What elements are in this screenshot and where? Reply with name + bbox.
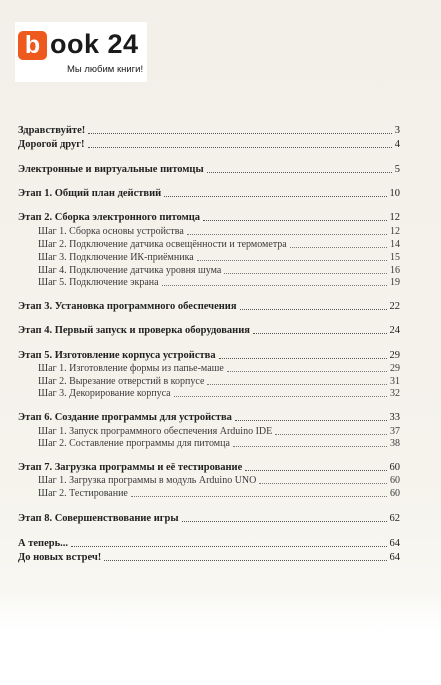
toc-entry <box>18 349 400 362</box>
dot-leader <box>240 309 387 310</box>
toc-entry-page: 4 <box>394 139 400 150</box>
toc-entry-title: Шаг 2. Тестирование <box>38 488 128 499</box>
toc-entry-page: 60 <box>390 488 400 499</box>
toc-entry-page: 29 <box>390 363 400 374</box>
toc-entry-title: Шаг 3. Подключение ИК-приёмника <box>38 252 194 263</box>
logo-slogan: Мы любим книги! <box>67 64 144 75</box>
toc-entry-title: Шаг 2. Вырезание отверстий в корпусе <box>38 376 205 387</box>
toc-entry-page: 60 <box>389 462 400 473</box>
dot-leader <box>197 260 387 261</box>
toc-entry-title: Шаг 4. Подключение датчика уровня шума <box>38 265 222 276</box>
toc-subentry <box>38 474 400 487</box>
toc-subentry <box>38 362 400 375</box>
toc-entry-title: Шаг 1. Изготовление формы из папье-маше <box>38 363 224 374</box>
toc-entry-page: 12 <box>390 226 400 237</box>
logo-badge: b <box>18 31 47 60</box>
toc-entry-title: Этап 6. Создание программы для устройства <box>18 412 232 423</box>
toc-entry-page: 3 <box>394 125 400 136</box>
toc-entry <box>18 537 400 550</box>
dot-leader <box>174 396 387 397</box>
toc-entry-page: 38 <box>390 438 400 449</box>
toc-entry <box>18 461 400 474</box>
toc-entry <box>18 187 400 200</box>
dot-leader <box>88 147 392 148</box>
toc-entry-page: 29 <box>389 350 400 361</box>
toc-entry-title: Шаг 1. Сборка основы устройства <box>38 226 184 237</box>
toc-subentry <box>38 387 400 400</box>
toc-entry-title: Шаг 2. Подключение датчика освещённости и термометра <box>38 239 287 250</box>
toc-entry-title: Шаг 1. Запуск программного обеспечения Arduino IDE <box>38 426 273 437</box>
toc-entry <box>18 324 400 337</box>
toc-entry-page: 10 <box>389 188 400 199</box>
dot-leader <box>233 446 387 447</box>
dot-leader <box>259 483 387 484</box>
dot-leader <box>187 234 387 235</box>
toc-entry-title: Шаг 3. Декорирование корпуса <box>38 388 171 399</box>
toc-entry-title: Этап 3. Установка программного обеспечения <box>18 301 237 312</box>
toc-entry-page: 16 <box>390 265 400 276</box>
toc-entry-page: 12 <box>389 212 400 223</box>
dot-leader <box>182 521 387 522</box>
toc-entry-title: Этап 1. Общий план действий <box>18 188 162 199</box>
toc-subentry <box>38 487 400 500</box>
toc-entry <box>18 138 400 151</box>
toc-entry-page: 15 <box>390 252 400 263</box>
toc-entry-title: Шаг 1. Загрузка программы в модуль Arduino UNO <box>38 475 257 486</box>
toc-entry-title: Этап 2. Сборка электронного питомца <box>18 212 201 223</box>
toc-entry-page: 22 <box>389 301 400 312</box>
dot-leader <box>164 196 386 197</box>
dot-leader <box>203 220 386 221</box>
toc-entry <box>18 124 400 137</box>
dot-leader <box>88 133 392 134</box>
toc-entry <box>18 512 400 525</box>
toc-subentry <box>38 251 400 264</box>
dot-leader <box>275 434 387 435</box>
toc-entry-title: Здравствуйте! <box>18 125 86 136</box>
toc-entry-page: 31 <box>390 376 400 387</box>
dot-leader <box>290 247 387 248</box>
toc-entry-page: 5 <box>394 164 400 175</box>
toc-entry-page: 14 <box>390 239 400 250</box>
dot-leader <box>71 546 386 547</box>
toc-entry <box>18 300 400 313</box>
dot-leader <box>253 333 387 334</box>
toc-subentry <box>38 437 400 450</box>
toc-entry-title: Электронные и виртуальные питомцы <box>18 164 204 175</box>
toc-entry-page: 62 <box>389 513 400 524</box>
toc-entry-title: Этап 5. Изготовление корпуса устройства <box>18 350 216 361</box>
toc-entry <box>18 163 400 176</box>
dot-leader <box>224 273 387 274</box>
toc-subentry <box>38 276 400 289</box>
dot-leader <box>235 420 387 421</box>
toc-entry-title: Этап 7. Загрузка программы и её тестирование <box>18 462 243 473</box>
toc-subentry <box>38 238 400 251</box>
dot-leader <box>131 496 387 497</box>
toc-entry-title: А теперь... <box>18 538 69 549</box>
toc-subentry <box>38 225 400 238</box>
toc-entry-page: 64 <box>389 552 400 563</box>
dot-leader <box>162 285 387 286</box>
toc-entry-title: Этап 8. Совершенствование игры <box>18 513 179 524</box>
dot-leader <box>207 172 392 173</box>
toc-entry-page: 24 <box>389 325 400 336</box>
toc-entry <box>18 211 400 224</box>
dot-leader <box>245 470 386 471</box>
toc-entry-page: 33 <box>389 412 400 423</box>
toc-entry-title: Этап 4. Первый запуск и проверка оборудования <box>18 325 250 336</box>
toc-entry-page: 19 <box>390 277 400 288</box>
toc-entry <box>18 411 400 424</box>
page-bottom-glare <box>0 590 441 685</box>
toc-entry-page: 60 <box>390 475 400 486</box>
toc-entry-title: Дорогой друг! <box>18 139 85 150</box>
toc-entry-page: 64 <box>389 538 400 549</box>
logo-wordmark: ook 24 <box>50 29 139 59</box>
dot-leader <box>219 358 387 359</box>
dot-leader <box>104 560 386 561</box>
dot-leader <box>227 371 387 372</box>
toc-entry-title: Шаг 5. Подключение экрана <box>38 277 159 288</box>
toc-entry <box>18 551 400 564</box>
dot-leader <box>207 384 387 385</box>
toc-entry-page: 32 <box>390 388 400 399</box>
toc-entry-title: Шаг 2. Составление программы для питомца <box>38 438 230 449</box>
toc-entry-title: До новых встреч! <box>18 552 102 563</box>
toc-entry-page: 37 <box>390 426 400 437</box>
book24-logo <box>15 22 147 82</box>
